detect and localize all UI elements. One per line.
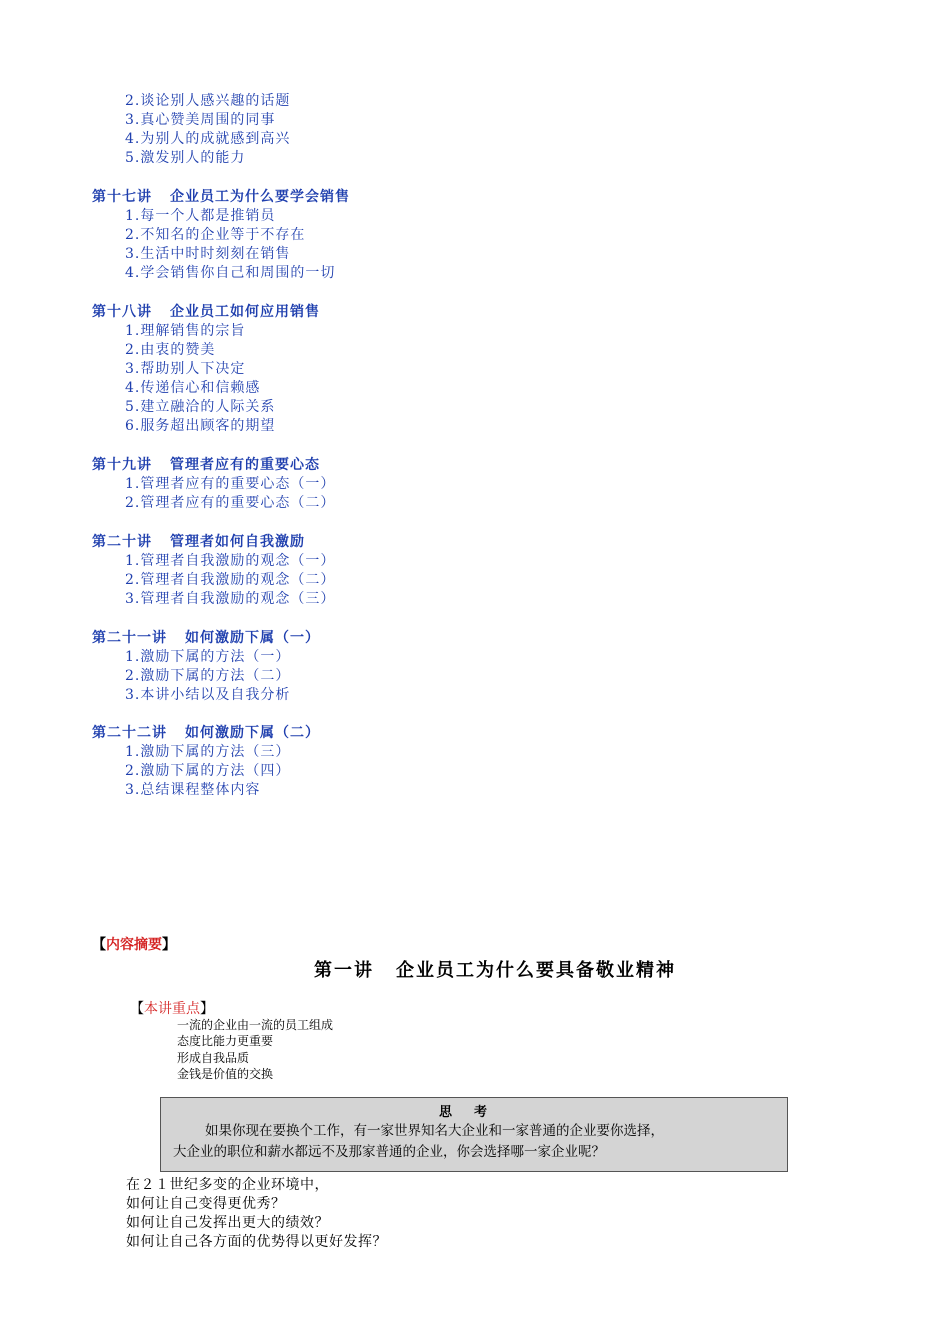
list-item: 4.学会销售你自己和周围的一切 [125,265,336,281]
list-item: 2.由衷的赞美 [125,342,216,358]
list-item: 3.管理者自我激励的观念（三） [125,591,336,607]
list-item: 1.管理者应有的重要心态（一） [125,476,336,492]
lecture-title: 第一讲 企业员工为什么要具备敬业精神 [314,960,676,981]
focus-label: 【本讲重点】 [130,1001,214,1017]
list-item: 1.激励下属的方法（三） [125,744,291,760]
focus-point: 形成自我品质 [177,1051,250,1065]
list-item: 4.传递信心和信赖感 [125,380,261,396]
section-heading-22: 第二十二讲 如何激励下属（二） [92,725,320,741]
body-text-line: 在２１世纪多变的企业环境中， [126,1177,329,1193]
section-heading-19: 第十九讲 管理者应有的重要心态 [92,457,320,473]
list-item: 3.总结课程整体内容 [125,782,261,798]
section-heading-21: 第二十一讲 如何激励下属（一） [92,630,320,646]
think-box [160,1097,788,1172]
list-item: 2.不知名的企业等于不存在 [125,227,306,243]
body-text-line: 如何让自己发挥出更大的绩效？ [126,1215,329,1231]
think-title: 思考 [438,1105,509,1120]
list-item: 2.激励下属的方法（二） [125,668,291,684]
section-heading-17: 第十七讲 企业员工为什么要学会销售 [92,189,350,205]
list-item: 3.本讲小结以及自我分析 [125,687,291,703]
body-text-line: 如何让自己变得更优秀？ [126,1196,286,1212]
list-item: 2.谈论别人感兴趣的话题 [125,93,291,109]
summary-label: 【内容摘要】 [92,937,176,953]
think-text-line: 如果你现在要换个工作，有一家世界知名大企业和一家普通的企业要你选择， [205,1123,664,1139]
list-item: 2.管理者自我激励的观念（二） [125,572,336,588]
list-item: 2.激励下属的方法（四） [125,763,291,779]
list-item: 1.管理者自我激励的观念（一） [125,553,336,569]
list-item: 2.管理者应有的重要心态（二） [125,495,336,511]
list-item: 4.为别人的成就感到高兴 [125,131,291,147]
body-text-line: 如何让自己各方面的优势得以更好发挥？ [126,1234,387,1250]
list-item: 5.激发别人的能力 [125,150,246,166]
focus-point: 一流的企业由一流的员工组成 [177,1018,334,1032]
list-item: 3.真心赞美周围的同事 [125,112,276,128]
focus-point: 金钱是价值的交换 [177,1067,274,1081]
list-item: 1.理解销售的宗旨 [125,323,246,339]
list-item: 3.生活中时时刻刻在销售 [125,246,291,262]
focus-point: 态度比能力更重要 [177,1034,274,1048]
list-item: 1.每一个人都是推销员 [125,208,276,224]
section-heading-18: 第十八讲 企业员工如何应用销售 [92,304,320,320]
list-item: 5.建立融洽的人际关系 [125,399,276,415]
list-item: 3.帮助别人下决定 [125,361,246,377]
section-heading-20: 第二十讲 管理者如何自我激励 [92,534,305,550]
think-text-line: 大企业的职位和薪水都远不及那家普通的企业，你会选择哪一家企业呢？ [173,1144,605,1160]
list-item: 1.激励下属的方法（一） [125,649,291,665]
list-item: 6.服务超出顾客的期望 [125,418,276,434]
